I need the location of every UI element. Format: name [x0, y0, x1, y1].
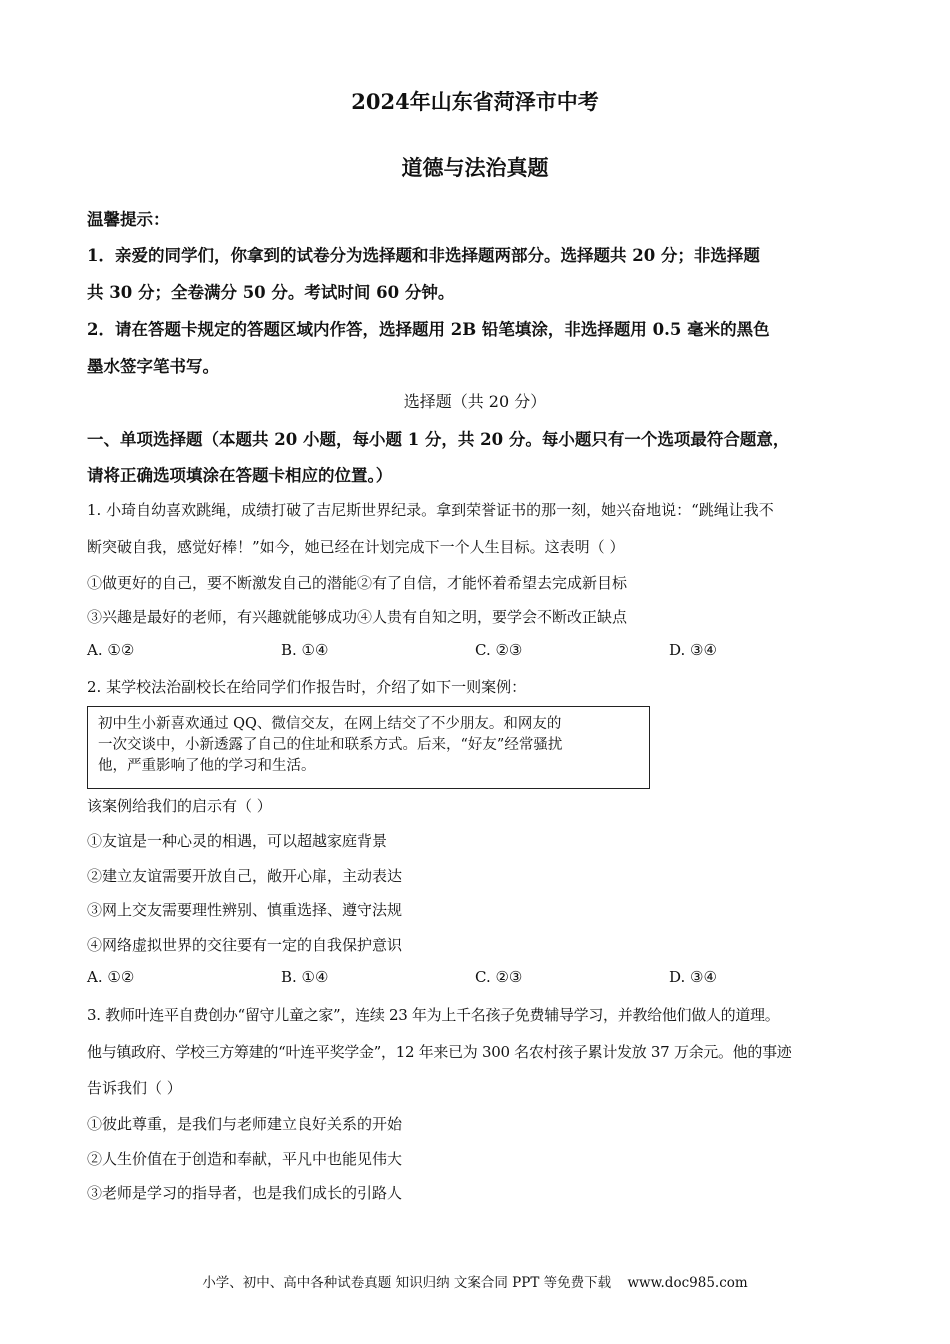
- q3-stem-line-1: 3. 教师叶连平自费创办“留守儿童之家”，连续 23 年为上千名孩子免费辅导学习，并教给他们做人的道理。: [87, 1006, 780, 1024]
- q2-case-line-2: 一次交谈中，小新透露了自己的住址和联系方式。后来，“好友”经常骚扰: [98, 737, 563, 753]
- q2-case-line-1: 初中生小新喜欢通过 QQ、微信交友，在网上结交了不少朋友。和网友的: [98, 716, 562, 732]
- q2-option-c[interactable]: C. ②③: [475, 968, 523, 986]
- q1-stem-line-1: 1. 小琦自幼喜欢跳绳，成绩打破了吉尼斯世界纪录。拿到荣誉证书的那一刻，她兴奋地说：“跳绳让我不: [87, 501, 774, 519]
- page-subtitle: 道德与法治真题: [401, 155, 549, 180]
- q1-stem-line-2: 断突破自我，感觉好棒！”如今，她已经在计划完成下一个人生目标。这表明（ ）: [87, 538, 625, 556]
- page-title: 2024年山东省菏泽市中考: [351, 89, 599, 114]
- notice-item-2-line-1: 2．请在答题卡规定的答题区域内作答，选择题用 2B 铅笔填涂，非选择题用 0.5 毫米的黑色: [87, 320, 770, 339]
- section-title: 选择题（共 20 分）: [403, 392, 547, 411]
- q2-stem: 2. 某学校法治副校长在给同学们作报告时，介绍了如下一则案例：: [87, 678, 527, 696]
- q2-statement-4: ④网络虚拟世界的交往要有一定的自我保护意识: [87, 936, 403, 954]
- q2-option-d[interactable]: D. ③④: [669, 968, 717, 986]
- q3-statement-1: ①彼此尊重，是我们与老师建立良好关系的开始: [87, 1115, 403, 1133]
- q2-statement-3: ③网上交友需要理性辨别、慎重选择、遵守法规: [87, 901, 403, 919]
- q2-question: 该案例给我们的启示有（ ）: [87, 797, 272, 815]
- q2-statement-1: ①友谊是一种心灵的相遇，可以超越家庭背景: [87, 832, 388, 850]
- q1-option-d[interactable]: D. ③④: [669, 641, 717, 659]
- q2-case-box: [87, 706, 650, 789]
- q2-option-b[interactable]: B. ①④: [281, 968, 329, 986]
- section-instruction-line-2: 请将正确选项填涂在答题卡相应的位置。）: [87, 466, 393, 485]
- q3-statement-3: ③老师是学习的指导者，也是我们成长的引路人: [87, 1184, 403, 1202]
- q1-option-b[interactable]: B. ①④: [281, 641, 329, 659]
- q3-statement-2: ②人生价值在于创造和奉献，平凡中也能见伟大: [87, 1150, 403, 1168]
- notice-item-2-line-2: 墨水签字笔书写。: [87, 357, 219, 376]
- footer-url-link[interactable]: www.doc985.com: [627, 1275, 748, 1291]
- footer-text: 小学、初中、高中各种试卷真题 知识归纳 文案合同 PPT 等免费下载: [202, 1275, 612, 1291]
- q3-stem-line-2: 他与镇政府、学校三方筹建的“叶连平奖学金”，12 年来已为 300 名农村孩子累计发放 37 万余元。他的事迹: [87, 1043, 792, 1061]
- notice-item-1-line-2: 共 30 分；全卷满分 50 分。考试时间 60 分钟。: [87, 283, 455, 302]
- q1-statement-2: ③兴趣是最好的老师，有兴趣就能够成功④人贵有自知之明，要学会不断改正缺点: [87, 608, 628, 626]
- section-instruction-line-1: 一、单项选择题（本题共 20 小题，每小题 1 分，共 20 分。每小题只有一个选项最符合题意，: [87, 430, 790, 449]
- notice-item-1-line-1: 1．亲爱的同学们，你拿到的试卷分为选择题和非选择题两部分。选择题共 20 分；非选择题: [87, 246, 760, 265]
- q1-option-c[interactable]: C. ②③: [475, 641, 523, 659]
- notice-heading: 温馨提示：: [87, 210, 170, 229]
- page-footer: [0, 1271, 950, 1291]
- q2-option-a[interactable]: A. ①②: [87, 968, 135, 986]
- q1-statement-1: ①做更好的自己，要不断激发自己的潜能②有了自信，才能怀着希望去完成新目标: [87, 574, 628, 592]
- q1-option-a[interactable]: A. ①②: [87, 641, 135, 659]
- q2-case-line-3: 他，严重影响了他的学习和生活。: [98, 758, 316, 774]
- q3-stem-line-3: 告诉我们（ ）: [87, 1079, 182, 1097]
- q2-statement-2: ②建立友谊需要开放自己，敞开心扉，主动表达: [87, 867, 403, 885]
